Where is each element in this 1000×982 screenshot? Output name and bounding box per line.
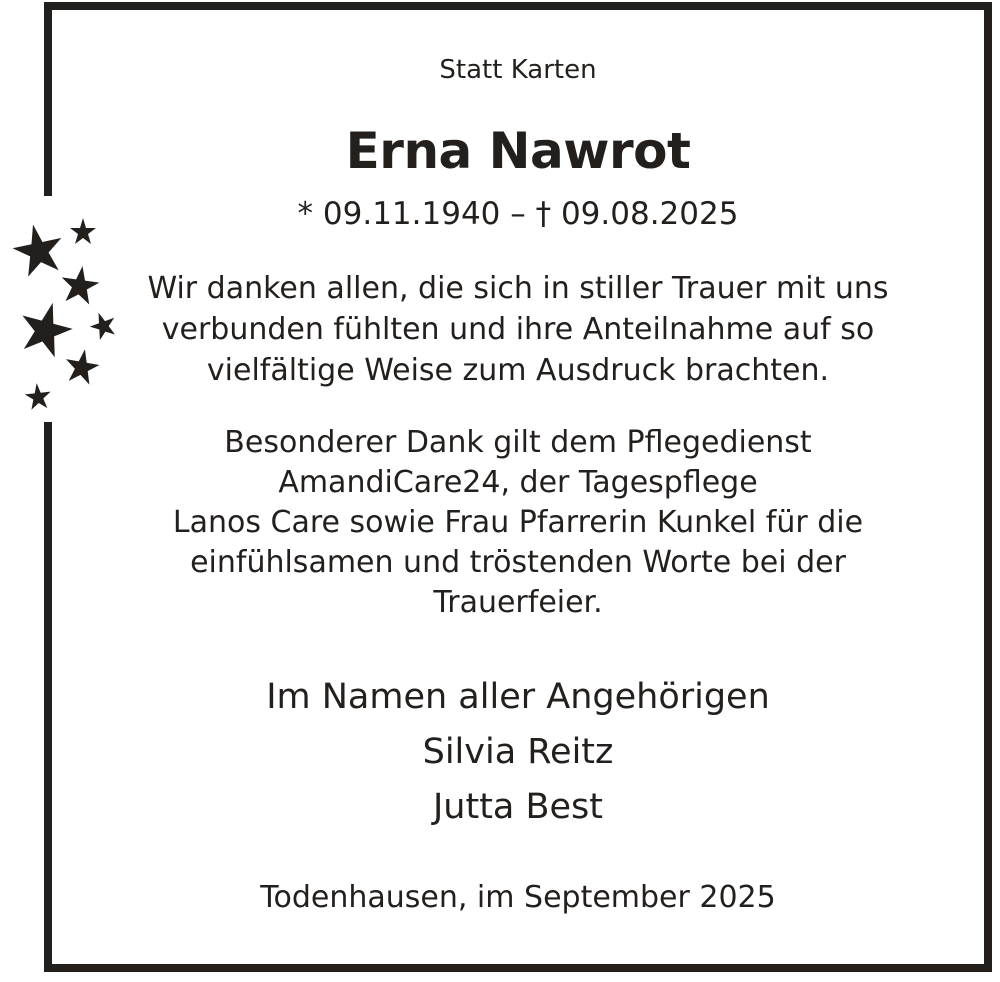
signature-intro: Im Namen aller Angehörigen <box>266 677 770 717</box>
signatory-name: Jutta Best <box>432 787 604 827</box>
signatory-name: Silvia Reitz <box>422 732 614 772</box>
place-date: Todenhausen, im September 2025 <box>260 880 776 915</box>
deceased-name: Erna Nawrot <box>345 122 691 180</box>
signature-block <box>44 670 992 835</box>
life-dates: * 09.11.1940 – † 09.08.2025 <box>297 196 739 232</box>
special-thanks-line: einfühlsamen und tröstenden Worte bei der <box>190 545 846 580</box>
special-thanks-line: Besonderer Dank gilt dem Pflegedienst <box>224 425 812 460</box>
thanks-line: Wir danken allen, die sich in stiller Trauer mit uns <box>147 271 889 306</box>
special-thanks-line: Trauerfeier. <box>433 585 603 620</box>
special-thanks-paragraph <box>44 423 992 623</box>
thanks-paragraph <box>44 268 992 391</box>
thanks-line: verbunden fühlten und ihre Anteilnahme auf so <box>161 312 875 347</box>
obituary-notice <box>44 0 992 982</box>
intro-text: Statt Karten <box>439 55 597 85</box>
thanks-line: vielfältige Weise zum Ausdruck brachten. <box>206 353 830 388</box>
special-thanks-line: Lanos Care sowie Frau Pfarrerin Kunkel für die <box>172 505 864 540</box>
special-thanks-line: AmandiCare24, der Tagespflege <box>278 465 758 500</box>
